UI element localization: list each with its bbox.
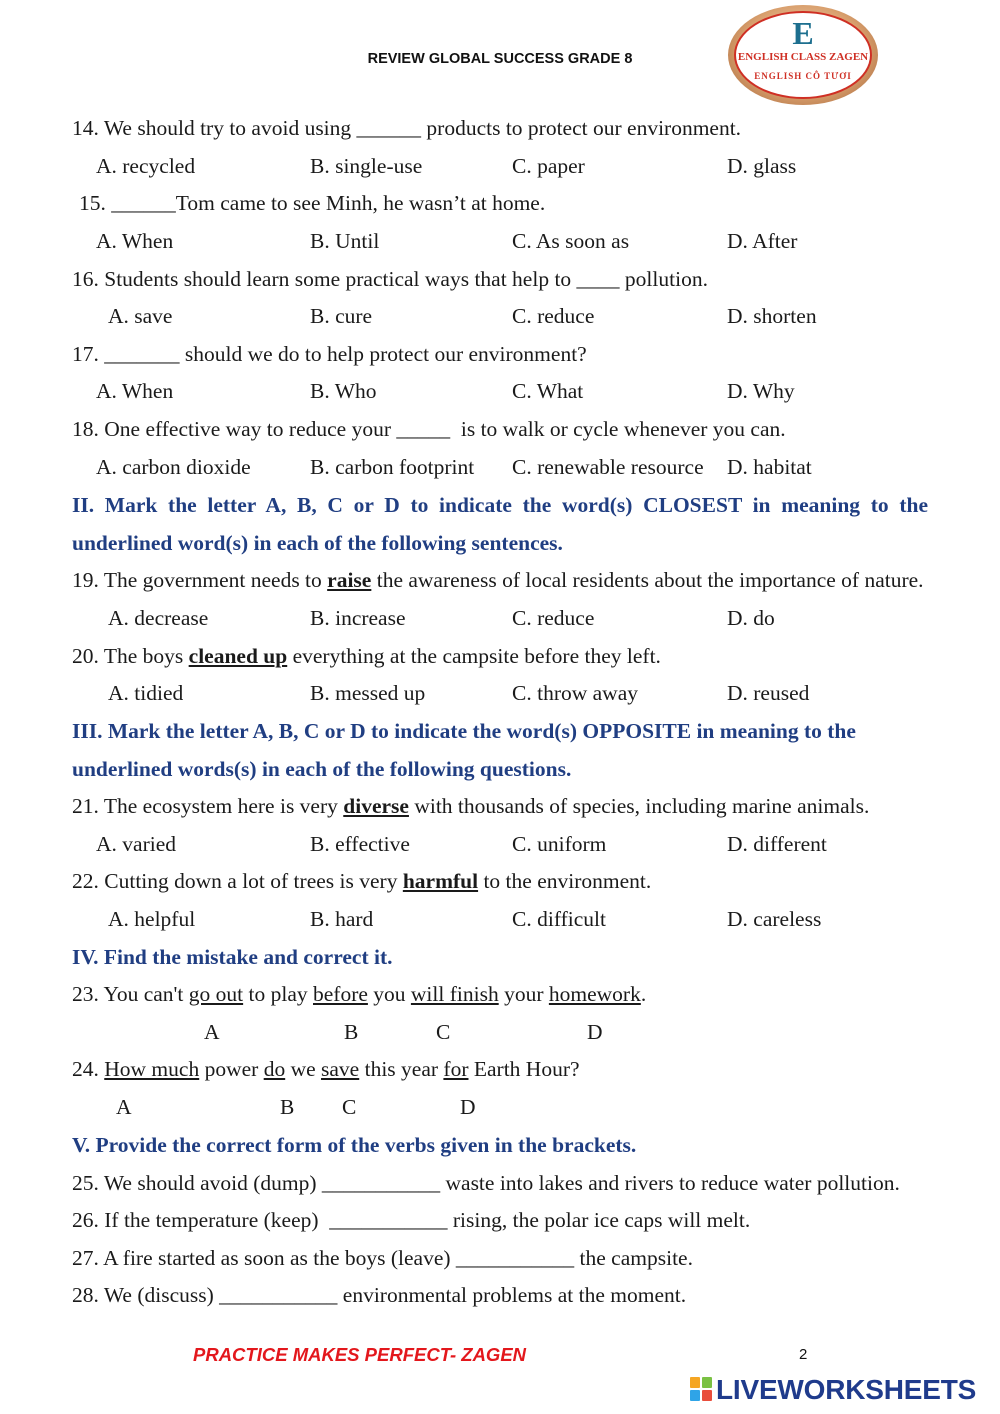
question-23-letters <box>0 1019 1000 1045</box>
q24-text: 24. <box>72 1057 99 1081</box>
question-21-underlined-word: diverse <box>343 794 409 818</box>
option-c: C. reduce <box>512 606 595 630</box>
section-2-heading-line-2: underlined word(s) in each of the following sentences. <box>72 531 563 555</box>
q24-text: this year <box>364 1057 439 1081</box>
question-16-options <box>0 303 1000 329</box>
question-19 <box>72 567 924 593</box>
letter-b: B <box>344 1020 359 1044</box>
q24-text: Earth Hour? <box>473 1057 580 1081</box>
option-d: D. careless <box>727 907 822 931</box>
section-4-heading: IV. Find the mistake and correct it. <box>72 945 393 969</box>
question-24-letters <box>0 1094 1000 1120</box>
letter-d: D <box>460 1095 476 1119</box>
question-18: 18. One effective way to reduce your _____ is to walk or cycle whenever you can. <box>72 417 786 441</box>
section-3-heading-line-2: underlined words(s) in each of the following questions. <box>72 757 572 781</box>
icon-block <box>702 1390 712 1401</box>
q23-text: 23. You can't <box>72 982 184 1006</box>
question-14-options <box>0 153 1000 179</box>
question-24 <box>72 1056 580 1082</box>
q24-part-d-underlined: for <box>443 1057 469 1081</box>
question-27: 27. A fire started as soon as the boys (leave) ___________ the campsite. <box>72 1246 693 1270</box>
logo-subtitle: ENGLISH CÔ TƯƠI <box>754 71 852 81</box>
q24-part-c-underlined: save <box>321 1057 360 1081</box>
question-15-options <box>0 228 1000 254</box>
question-21-options <box>0 831 1000 857</box>
question-17: 17. _______ should we do to help protect our environment? <box>72 342 587 366</box>
option-b: B. cure <box>310 304 373 328</box>
letter-d: D <box>587 1020 603 1044</box>
question-25: 25. We should avoid (dump) ___________ waste into lakes and rivers to reduce water pollution. <box>72 1171 900 1195</box>
question-18-options <box>0 454 1000 480</box>
option-a: A. When <box>96 229 174 253</box>
option-a: A. helpful <box>108 907 196 931</box>
letter-c: C <box>342 1095 357 1119</box>
option-b: B. effective <box>310 832 410 856</box>
q23-part-d-underlined: homework <box>548 982 641 1006</box>
question-20-underlined-word: cleaned up <box>188 644 288 668</box>
footer-slogan: PRACTICE MAKES PERFECT- ZAGEN <box>193 1344 527 1365</box>
option-a: A. recycled <box>96 154 196 178</box>
liveworksheets-wordmark: LIVEWORKSHEETS <box>716 1374 977 1405</box>
question-22-options <box>0 906 1000 932</box>
question-21 <box>72 793 869 819</box>
question-20-text-after: everything at the campsite before they left. <box>292 644 661 668</box>
icon-block <box>690 1377 700 1388</box>
section-3-heading-line-1: III. Mark the letter A, B, C or D to indicate the word(s) OPPOSITE in meaning to the <box>72 719 856 743</box>
question-20-text-before: 20. The boys <box>72 644 184 668</box>
question-28: 28. We (discuss) ___________ environmental problems at the moment. <box>72 1283 687 1307</box>
question-19-underlined-word: raise <box>327 568 372 592</box>
q23-part-a-underlined: go out <box>188 982 244 1006</box>
letter-a: A <box>204 1020 220 1044</box>
section-5-heading: V. Provide the correct form of the verbs given in the brackets. <box>72 1133 637 1157</box>
option-d: D. habitat <box>727 455 812 479</box>
q24-part-b-underlined: do <box>263 1057 286 1081</box>
q23-text: your <box>504 982 544 1006</box>
page-title: REVIEW GLOBAL SUCCESS GRADE 8 <box>367 51 633 67</box>
question-22-text-after: to the environment. <box>483 869 652 893</box>
q23-period: . <box>640 982 647 1006</box>
option-d: D. reused <box>727 681 810 705</box>
option-b: B. single-use <box>310 154 423 178</box>
letter-a: A <box>116 1095 132 1119</box>
option-a: A. decrease <box>108 606 209 630</box>
english-class-zagen-logo <box>728 5 878 105</box>
option-d: D. different <box>727 832 827 856</box>
logo-inner <box>734 11 872 99</box>
q24-part-a-underlined: How much <box>104 1057 200 1081</box>
option-c: C. uniform <box>512 832 607 856</box>
option-d: D. After <box>727 229 798 253</box>
question-22 <box>72 868 651 894</box>
question-21-text-after: with thousands of species, including marine animals. <box>414 794 870 818</box>
option-d: D. glass <box>727 154 797 178</box>
page-number: 2 <box>799 1346 808 1363</box>
section-2-heading-line-1: II. Mark the letter A, B, C or D to indicate the word(s) CLOSEST in meaning to the <box>72 493 928 517</box>
liveworksheets-logo[interactable] <box>690 1374 990 1406</box>
question-14: 14. We should try to avoid using ______ products to protect our environment. <box>72 116 742 140</box>
option-b: B. carbon footprint <box>310 455 475 479</box>
question-20 <box>72 643 661 669</box>
option-c: C. reduce <box>512 304 595 328</box>
q23-text: to play <box>248 982 308 1006</box>
liveworksheets-icon <box>690 1377 712 1401</box>
option-c: C. renewable resource <box>512 455 704 479</box>
option-a: A. varied <box>96 832 176 856</box>
question-23 <box>72 981 646 1007</box>
question-26: 26. If the temperature (keep) ___________ rising, the polar ice caps will melt. <box>72 1208 751 1232</box>
icon-block <box>702 1377 712 1388</box>
option-d: D. shorten <box>727 304 817 328</box>
question-19-text-before: 19. The government needs to <box>72 568 322 592</box>
option-d: D. Why <box>727 379 795 403</box>
option-c: C. difficult <box>512 907 606 931</box>
question-22-underlined-word: harmful <box>402 869 479 893</box>
option-b: B. hard <box>310 907 374 931</box>
option-c: C. paper <box>512 154 585 178</box>
q23-text: you <box>373 982 406 1006</box>
letter-b: B <box>280 1095 295 1119</box>
question-20-options <box>0 680 1000 706</box>
option-a: A. tidied <box>108 681 184 705</box>
option-b: B. messed up <box>310 681 426 705</box>
logo-e-letter: E <box>792 15 814 51</box>
option-a: A. When <box>96 379 174 403</box>
question-15: 15. ______Tom came to see Minh, he wasn’t at home. <box>79 191 546 215</box>
question-21-text-before: 21. The ecosystem here is very <box>72 794 338 818</box>
letter-c: C <box>436 1020 451 1044</box>
option-a: A. carbon dioxide <box>96 455 251 479</box>
question-19-text-after: the awareness of local residents about the importance of nature. <box>376 568 924 592</box>
icon-block <box>690 1390 700 1401</box>
option-b: B. increase <box>310 606 406 630</box>
option-a: A. save <box>108 304 173 328</box>
question-22-text-before: 22. Cutting down a lot of trees is very <box>72 869 398 893</box>
question-16: 16. Students should learn some practical ways that help to ____ pollution. <box>72 267 708 291</box>
option-c: C. throw away <box>512 681 638 705</box>
option-b: B. Until <box>310 229 380 253</box>
q24-text: power <box>204 1057 259 1081</box>
question-17-options <box>0 378 1000 404</box>
option-c: C. What <box>512 379 584 403</box>
question-19-options <box>0 605 1000 631</box>
option-b: B. Who <box>310 379 377 403</box>
q23-part-c-underlined: will finish <box>410 982 499 1006</box>
option-d: D. do <box>727 606 775 630</box>
q23-part-b-underlined: before <box>313 982 368 1006</box>
logo-name: ENGLISH CLASS ZAGEN <box>737 51 869 63</box>
q24-text: we <box>290 1057 316 1081</box>
option-c: C. As soon as <box>512 229 630 253</box>
